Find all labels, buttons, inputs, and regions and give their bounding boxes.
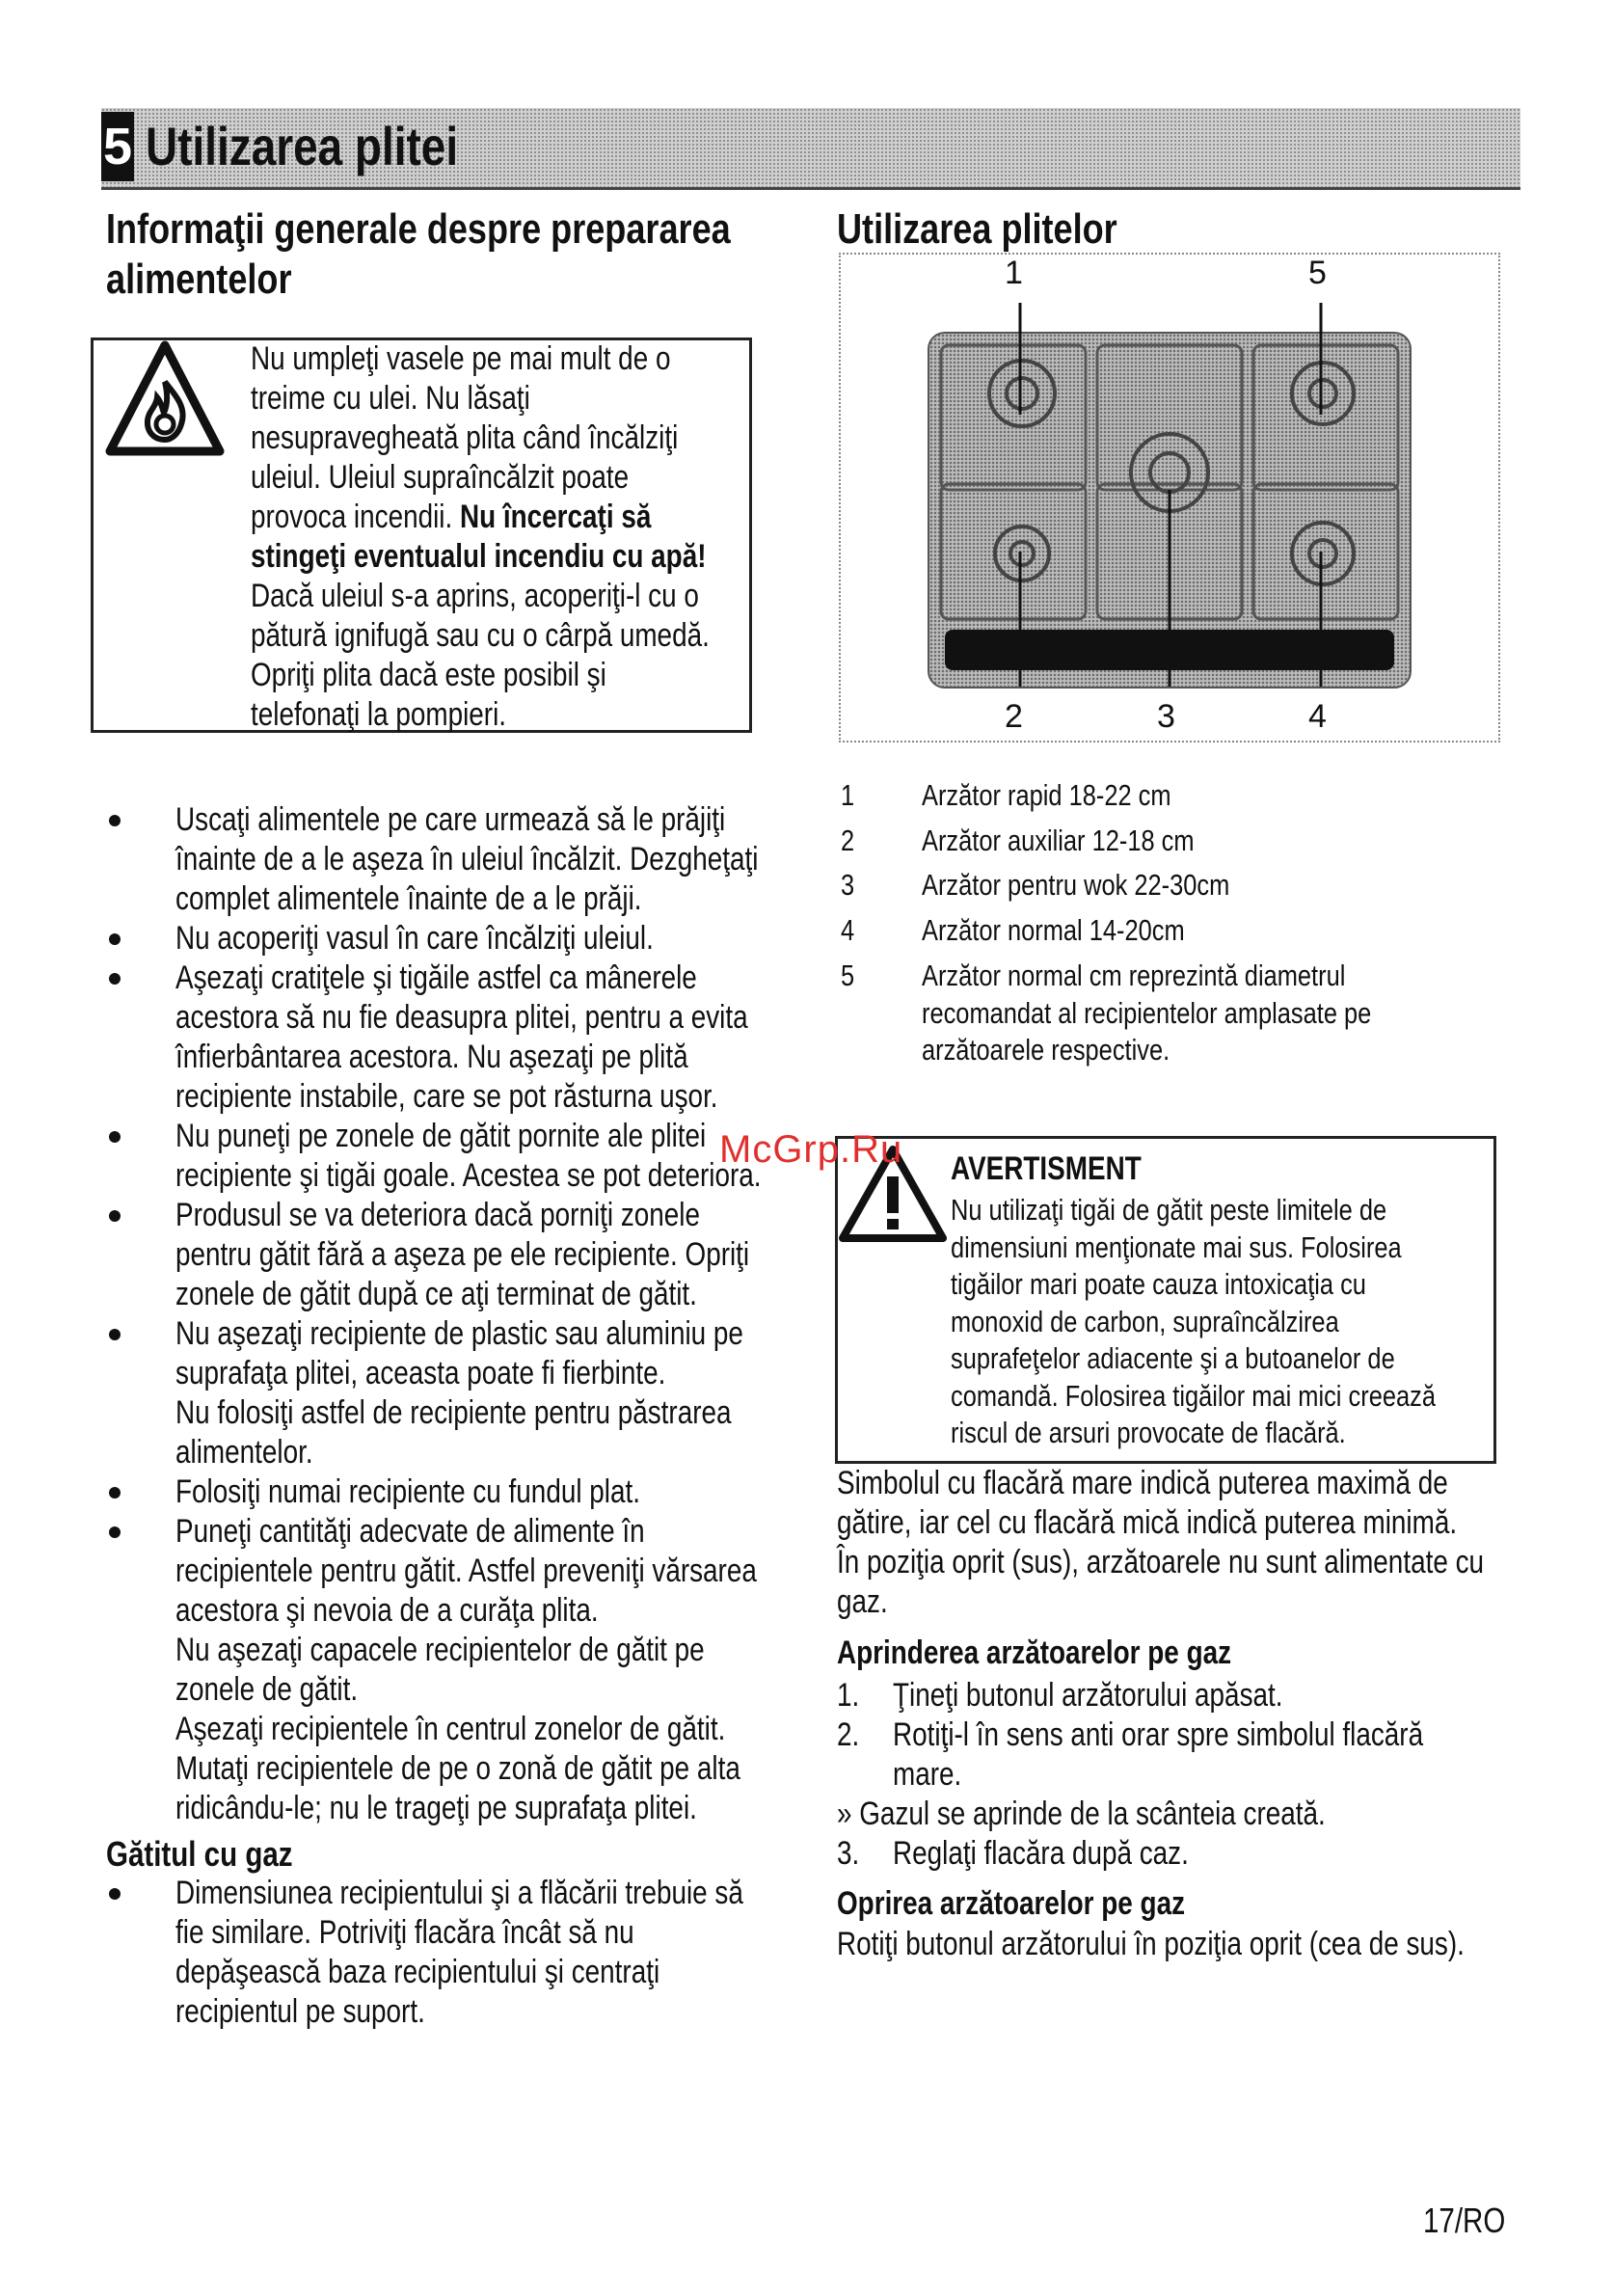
fire-line: Dacă uleiul s-a aprins, acoperiţi-l cu o <box>251 578 699 614</box>
left-heading-line1: Informaţii generale despre prepararea <box>106 205 731 253</box>
warning-line: riscul de arsuri provocate de flacără. <box>951 1416 1346 1449</box>
gas-bullet-line: recipientul pe suport. <box>175 1993 425 2030</box>
fire-line: telefonaţi la pompieri. <box>251 696 507 733</box>
gas-bullet-line: Dimensiunea recipientului şi a flăcării trebuie să <box>175 1875 743 1911</box>
bullet-line: zonele de gătit. <box>175 1671 359 1708</box>
warning-title: AVERTISMENT <box>951 1150 1142 1187</box>
bullet-dot <box>109 933 121 945</box>
bullet-line: înfierbântarea acestora. Nu aşezaţi pe plită <box>175 1039 688 1075</box>
fire-line <box>251 498 651 537</box>
diagram-label-1: 1 <box>1005 255 1023 291</box>
diagram-label-5: 5 <box>1308 255 1327 291</box>
fire-line-bold: stingeţi eventualul incendiu cu apă! <box>251 538 707 575</box>
bullet-line: Nu puneţi pe zonele de gătit pornite ale plitei <box>175 1118 707 1154</box>
bullet-dot <box>109 1329 121 1340</box>
ignite-step-2b: mare. <box>893 1756 962 1793</box>
warning-line: Nu utilizaţi tigăi de gătit peste limitele de <box>951 1193 1387 1227</box>
warning-line: monoxid de carbon, supraîncălzirea <box>951 1304 1339 1338</box>
section-header <box>101 108 1520 190</box>
bullet-line: Mutaţi recipientele de pe o zonă de gătit pe alta <box>175 1750 740 1787</box>
warning-line: suprafeţelor adiacente şi a butoanelor de <box>951 1341 1395 1375</box>
fire-line-normal: provoca incendii. <box>251 499 453 535</box>
bullet-line: complet alimentele înainte de a le prăji. <box>175 880 642 917</box>
section-title: Utilizarea plitei <box>146 116 459 176</box>
bullet-line: Aşezaţi recipientele în centrul zonelor de gătit. <box>175 1711 726 1747</box>
ignite-heading: Aprinderea arzătoarelor pe gaz <box>837 1634 1232 1671</box>
bullet-line: zonele de gătit după ce aţi terminat de gătit. <box>175 1276 697 1312</box>
watermark: McGrp.Ru <box>719 1128 903 1171</box>
legend-number: 3 <box>841 868 855 902</box>
bullet-line: înainte de a le aşeza în uleiul încălzit. Dezgheţaţi <box>175 841 759 878</box>
ignite-step-num: 2. <box>837 1716 860 1753</box>
flame-para-line: gătire, iar cel cu flacără mică indică puterea minimă. <box>837 1504 1458 1541</box>
bullet-line: acestora şi nevoia de a curăţa plita. <box>175 1592 599 1629</box>
fire-line: uleiul. Uleiul supraîncălzit poate <box>251 459 630 496</box>
bullet-dot <box>109 1888 121 1900</box>
legend-number: 5 <box>841 959 855 992</box>
bullet-dot <box>109 1131 121 1143</box>
legend-text: arzătoarele respective. <box>922 1033 1170 1067</box>
ignite-note: » Gazul se aprinde de la scânteia creată. <box>837 1796 1326 1832</box>
bullet-dot <box>109 973 121 985</box>
callout-lines <box>839 253 1500 743</box>
fire-line-bold: Nu încercaţi să <box>459 499 652 535</box>
section-number: 5 <box>101 112 134 181</box>
bullet-line: recipiente instabile, care se pot răsturna uşor. <box>175 1078 718 1115</box>
flame-para-line: gaz. <box>837 1583 888 1620</box>
fire-line: Nu umpleţi vasele pe mai mult de o <box>251 340 671 377</box>
bullet-dot <box>109 1210 121 1222</box>
diagram-label-3: 3 <box>1157 698 1175 735</box>
gas-bullet-line: depăşească baza recipientului şi centraţi <box>175 1954 660 1990</box>
ignite-step-3: Reglaţi flacăra după caz. <box>893 1835 1189 1872</box>
flame-para-line: În poziţia oprit (sus), arzătoarele nu sunt alimentate cu <box>837 1544 1485 1580</box>
stop-text: Rotiţi butonul arzătorului în poziţia oprit (cea de sus). <box>837 1926 1465 1962</box>
bullet-line: recipiente şi tigăi goale. Acestea se pot deteriora. <box>175 1157 762 1194</box>
ignite-step-1: Ţineţi butonul arzătorului apăsat. <box>893 1677 1283 1714</box>
bullet-line: Uscaţi alimentele pe care urmează să le prăjiţi <box>175 801 726 838</box>
legend-text: recomandat al recipientelor amplasate pe <box>922 995 1372 1030</box>
ignite-step-2a: Rotiţi-l în sens anti orar spre simbolul flacără <box>893 1716 1424 1753</box>
bullet-dot <box>109 1487 121 1499</box>
legend-text: Arzător auxiliar 12-18 cm <box>922 824 1195 857</box>
bullet-line: Nu aşezaţi capacele recipientelor de gătit pe <box>175 1632 705 1668</box>
right-heading: Utilizarea plitelor <box>837 205 1117 253</box>
legend-number: 2 <box>841 824 855 857</box>
bullet-line: suprafaţa plitei, aceasta poate fi fierbinte. <box>175 1355 666 1391</box>
gas-bullet-line: fie similare. Potriviţi flacăra încât să nu <box>175 1914 634 1951</box>
legend-number: 1 <box>841 778 855 812</box>
legend-text: Arzător normal cm reprezintă diametrul <box>922 959 1346 992</box>
bullet-line: Nu folosiţi astfel de recipiente pentru păstrarea <box>175 1394 732 1431</box>
bullet-line: Aşezaţi cratiţele şi tigăile astfel ca mânerele <box>175 959 697 996</box>
fire-line: pătură ignifugă sau cu o cârpă umedă. <box>251 617 710 654</box>
bullet-line: recipientele pentru gătit. Astfel preveniţi vărsarea <box>175 1553 757 1589</box>
legend-text: Arzător rapid 18-22 cm <box>922 778 1171 812</box>
bullet-line: Nu aşezaţi recipiente de plastic sau aluminiu pe <box>175 1315 743 1352</box>
bullet-dot <box>109 815 121 826</box>
flammable-warning-icon <box>104 339 226 459</box>
bullet-line: Produsul se va deteriora dacă porniţi zonele <box>175 1197 700 1233</box>
legend-text: Arzător pentru wok 22-30cm <box>922 868 1230 902</box>
ignite-step-num: 1. <box>837 1677 860 1714</box>
bullet-line: ridicându-le; nu le trageţi pe suprafaţa plitei. <box>175 1790 697 1826</box>
bullet-line: pentru gătit fără a aşeza pe ele recipiente. Opriţi <box>175 1236 750 1273</box>
left-heading-line2: alimentelor <box>106 256 292 303</box>
bullet-line: Folosiţi numai recipiente cu fundul plat. <box>175 1473 640 1510</box>
warning-line: dimensiuni menţionate mai sus. Folosirea <box>951 1229 1402 1264</box>
bullet-line: acestora să nu fie deasupra plitei, pentru a evita <box>175 999 748 1036</box>
bullet-line: Nu acoperiţi vasul în care încălziţi uleiul. <box>175 920 654 957</box>
fire-line: nesupravegheată plita când încălziţi <box>251 419 679 456</box>
page-number: 17/RO <box>1423 2201 1506 2240</box>
warning-line: comandă. Folosirea tigăilor mai mici creează <box>951 1378 1436 1413</box>
legend-number: 4 <box>841 913 855 947</box>
legend-text: Arzător normal 14-20cm <box>922 913 1185 947</box>
warning-line: tigăilor mari poate cauza intoxicaţia cu <box>951 1267 1366 1301</box>
stop-heading: Oprirea arzătoarelor pe gaz <box>837 1885 1186 1922</box>
diagram-label-4: 4 <box>1308 698 1327 735</box>
gas-heading: Gătitul cu gaz <box>106 1834 293 1874</box>
bullet-line: Puneţi cantităţi adecvate de alimente în <box>175 1513 645 1550</box>
diagram-label-2: 2 <box>1005 698 1023 735</box>
bullet-dot <box>109 1526 121 1538</box>
bullet-line: alimentelor. <box>175 1434 313 1471</box>
fire-line: Opriţi plita dacă este posibil şi <box>251 657 606 693</box>
flame-para-line: Simbolul cu flacără mare indică puterea maximă de <box>837 1465 1448 1501</box>
fire-line: treime cu ulei. Nu lăsaţi <box>251 380 530 417</box>
ignite-step-num: 3. <box>837 1835 860 1872</box>
